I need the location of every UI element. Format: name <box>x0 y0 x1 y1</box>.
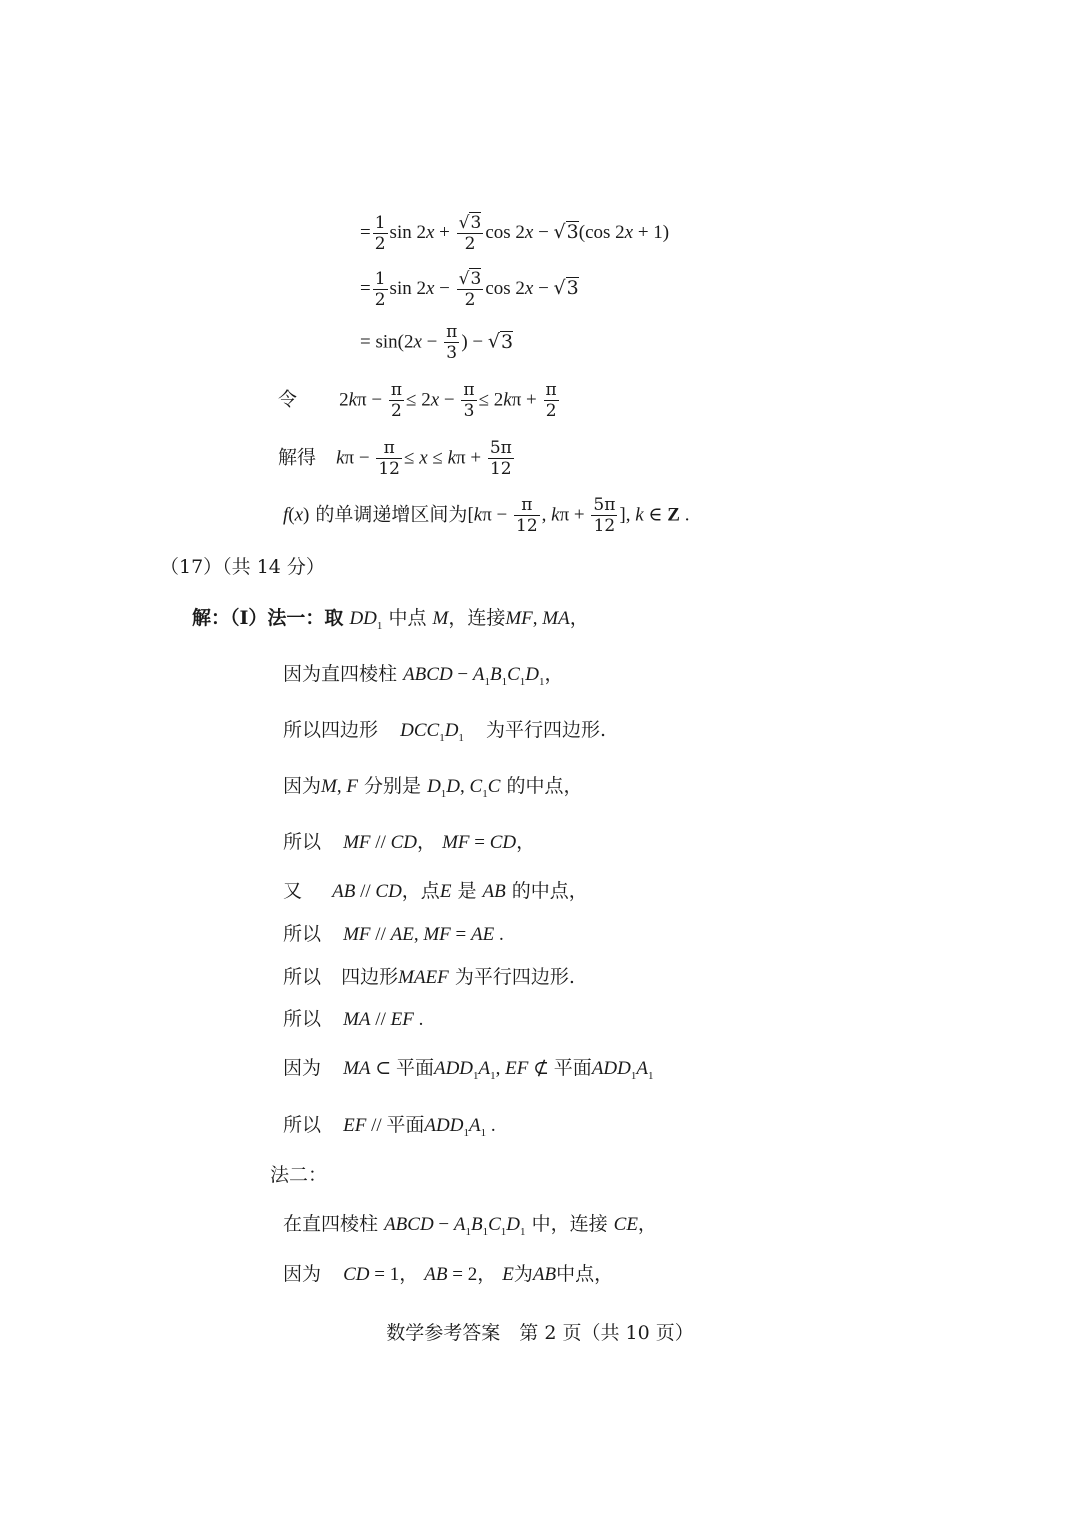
jiede-line: 解得 kπ − $\frac{\pi}{12}$ ≤ x ≤ kπ + $\frac{5\pi}{12}$ <box>278 438 512 479</box>
sol-line-2: 因为直四棱柱 ABCD − $A_1B_1C_1D_1$， <box>283 663 564 688</box>
monotonic-interval-line: f(x) 的单调递增区间为[kπ − $\frac{\pi}{12}$ , kπ + $\frac{5\pi}{12}$ ], k ∈ Z . <box>283 495 690 536</box>
sol-line-13: 因为 CD = 1， AB = 2， E为AB中点， <box>283 1263 614 1285</box>
sol-line-6: 又 AB // CD，点E 是 AB 的中点， <box>283 880 588 902</box>
sol-line-4: 因为M, F 分别是 $D_1D$, $C_1C$ 的中点， <box>283 775 583 800</box>
sol-line-11: 所以 EF // 平面$ADD_1A_1$ . <box>283 1114 496 1139</box>
sol-line-9: 所以 MA // EF . <box>283 1008 424 1030</box>
method-2-label: 法二： <box>270 1164 328 1186</box>
mono-text: 的单调递增区间为 <box>315 503 468 526</box>
sol-line-8: 所以 四边形MAEF 为平行四边形. <box>283 966 575 988</box>
section-17-header: （17）（共 14 分） <box>160 556 325 578</box>
derivation-line-1: = $\frac{1}{2}$ sin 2x + $\frac{√3}{2}$ cos 2x − √3(cos 2x + 1) <box>360 212 670 254</box>
derivation-line-3: = sin(2x − $\frac{\pi}{3}$ ) − √3 <box>360 322 514 363</box>
page-footer: 数学参考答案 第 2 页（共 10 页） <box>386 1322 694 1344</box>
derivation-line-2: = $\frac{1}{2}$ sin 2x − $\frac{√3}{2}$ cos 2x − √3 <box>360 268 579 310</box>
sol-line-3: 所以四边形 $DCC_1D_1$ 为平行四边形. <box>283 719 607 744</box>
jiede-label: 解得 <box>278 446 317 469</box>
sol-line-12: 在直四棱柱 ABCD − $A_1B_1C_1D_1$ 中，连接 CE， <box>283 1213 657 1238</box>
ling-line: 令 2kπ − $\frac{\pi}{2}$ ≤ 2x − $\frac{\pi}{3}$ ≤ 2kπ + $\frac{\pi}{2}$ <box>278 380 557 421</box>
sol-line-1: 解：（Ⅰ）法一：取 $DD_1$ 中点 M，连接MF, MA， <box>192 607 589 632</box>
ling-label: 令 <box>278 388 298 411</box>
sol-line-7: 所以 MF // AE, MF = AE . <box>283 923 504 945</box>
sol-line-10: 因为 MA ⊂ 平面$ADD_1A_1$, EF ⊄ 平面$ADD_1A_1$ <box>283 1057 654 1082</box>
sol-line-5: 所以 MF // CD， MF = CD， <box>283 831 536 853</box>
